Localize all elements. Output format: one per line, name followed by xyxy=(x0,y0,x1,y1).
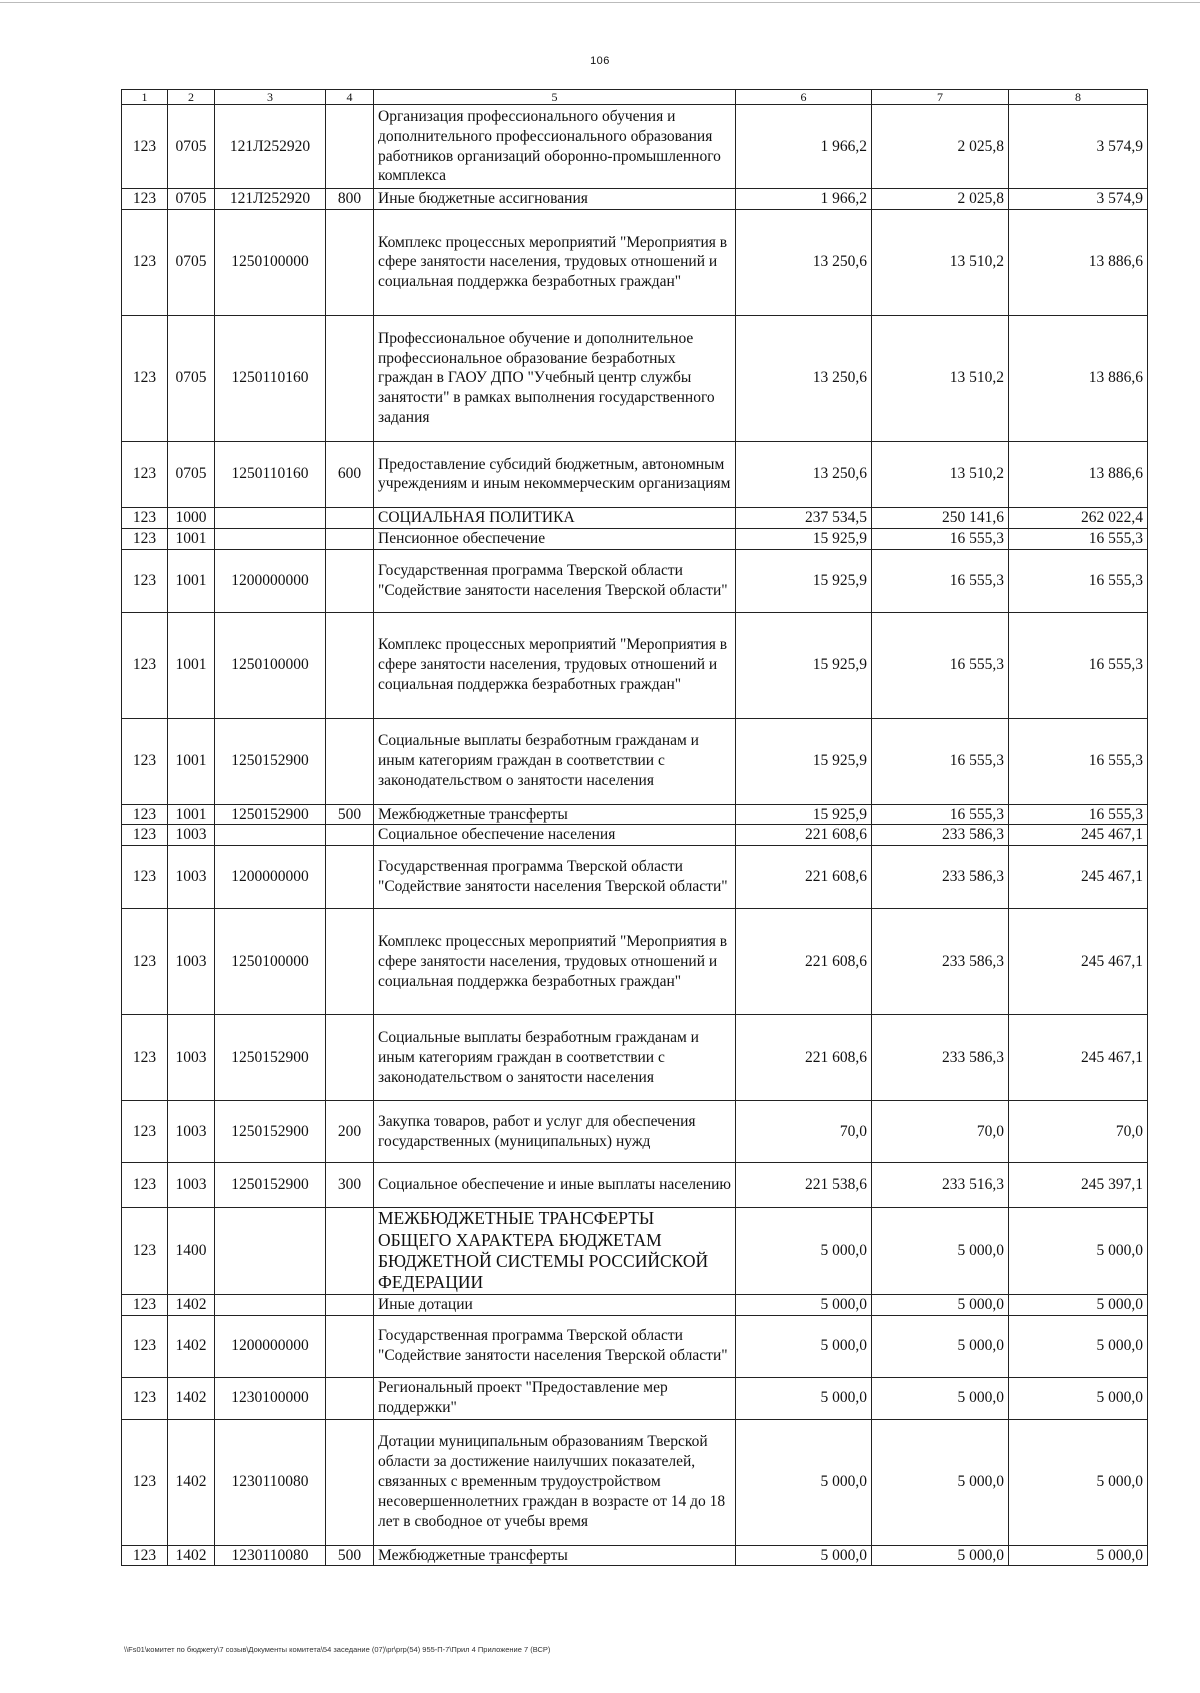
section-code-cell: 1402 xyxy=(168,1377,215,1419)
table-row xyxy=(122,1015,1148,1101)
admin-code-cell: 123 xyxy=(122,1163,168,1208)
admin-code-cell: 123 xyxy=(122,209,168,315)
target-article-cell: 1200000000 xyxy=(215,846,326,909)
table-row xyxy=(122,1208,1148,1294)
amount-year3-cell: 16 555,3 xyxy=(1009,549,1148,612)
admin-code-cell: 123 xyxy=(122,1315,168,1377)
table-row xyxy=(122,846,1148,909)
section-code-cell: 1001 xyxy=(168,549,215,612)
amount-year2-cell: 16 555,3 xyxy=(872,612,1009,718)
column-header: 8 xyxy=(1009,90,1148,105)
admin-code-cell: 123 xyxy=(122,528,168,549)
amount-year1-cell: 13 250,6 xyxy=(736,209,872,315)
target-article-cell xyxy=(215,1208,326,1294)
amount-year1-cell: 15 925,9 xyxy=(736,718,872,804)
description-cell: Государственная программа Тверской области "Содействие занятости населения Тверской области" xyxy=(374,549,736,612)
section-code-cell: 1000 xyxy=(168,507,215,528)
description-cell: Государственная программа Тверской области "Содействие занятости населения Тверской области" xyxy=(374,846,736,909)
amount-year1-cell: 221 608,6 xyxy=(736,846,872,909)
amount-year3-cell: 16 555,3 xyxy=(1009,528,1148,549)
expense-type-cell xyxy=(326,1208,374,1294)
amount-year1-cell: 5 000,0 xyxy=(736,1419,872,1545)
target-article-cell: 121Л252920 xyxy=(215,189,326,210)
table-row xyxy=(122,1419,1148,1545)
amount-year3-cell: 5 000,0 xyxy=(1009,1545,1148,1566)
target-article-cell: 1250100000 xyxy=(215,612,326,718)
expense-type-cell xyxy=(326,1419,374,1545)
expense-type-cell xyxy=(326,1377,374,1419)
table-row xyxy=(122,209,1148,315)
description-cell: Иные бюджетные ассигнования xyxy=(374,189,736,210)
amount-year1-cell: 13 250,6 xyxy=(736,441,872,507)
table-row xyxy=(122,441,1148,507)
description-cell: Профессиональное обучение и дополнительное профессиональное образование безработных граждан в ГАОУ ДПО "Учебный центр службы занятости" в рамках выполнения государственного задания xyxy=(374,315,736,441)
amount-year3-cell: 70,0 xyxy=(1009,1101,1148,1163)
admin-code-cell: 123 xyxy=(122,846,168,909)
amount-year2-cell: 16 555,3 xyxy=(872,528,1009,549)
admin-code-cell: 123 xyxy=(122,1294,168,1315)
expense-type-cell xyxy=(326,909,374,1015)
section-code-cell: 0705 xyxy=(168,189,215,210)
section-code-cell: 1402 xyxy=(168,1315,215,1377)
amount-year2-cell: 233 586,3 xyxy=(872,825,1009,846)
target-article-cell xyxy=(215,507,326,528)
amount-year3-cell: 3 574,9 xyxy=(1009,105,1148,189)
target-article-cell: 1200000000 xyxy=(215,549,326,612)
amount-year2-cell: 16 555,3 xyxy=(872,718,1009,804)
expense-type-cell xyxy=(326,315,374,441)
amount-year1-cell: 15 925,9 xyxy=(736,528,872,549)
table-row xyxy=(122,1545,1148,1566)
table-row xyxy=(122,825,1148,846)
section-code-cell: 1400 xyxy=(168,1208,215,1294)
description-cell: Социальные выплаты безработным гражданам и иным категориям граждан в соответствии с законодательством о занятости населения xyxy=(374,718,736,804)
column-header: 7 xyxy=(872,90,1009,105)
amount-year1-cell: 1 966,2 xyxy=(736,105,872,189)
description-cell: Межбюджетные трансферты xyxy=(374,1545,736,1566)
header-row xyxy=(122,90,1148,105)
description-cell: МЕЖБЮДЖЕТНЫЕ ТРАНСФЕРТЫ ОБЩЕГО ХАРАКТЕРА БЮДЖЕТАМ БЮДЖЕТНОЙ СИСТЕМЫ РОССИЙСКОЙ ФЕДЕРАЦИИ xyxy=(374,1208,736,1294)
description-cell: Комплекс процессных мероприятий "Мероприятия в сфере занятости населения, трудовых отношений и социальная поддержка безработных граждан" xyxy=(374,209,736,315)
table-row xyxy=(122,1294,1148,1315)
table-row xyxy=(122,315,1148,441)
amount-year1-cell: 221 608,6 xyxy=(736,909,872,1015)
amount-year2-cell: 70,0 xyxy=(872,1101,1009,1163)
column-header: 3 xyxy=(215,90,326,105)
admin-code-cell: 123 xyxy=(122,825,168,846)
expense-type-cell xyxy=(326,528,374,549)
amount-year2-cell: 233 586,3 xyxy=(872,1015,1009,1101)
admin-code-cell: 123 xyxy=(122,909,168,1015)
description-cell: Предоставление субсидий бюджетным, автономным учреждениям и иным некоммерческим организациям xyxy=(374,441,736,507)
column-header: 6 xyxy=(736,90,872,105)
description-cell: Дотации муниципальным образованиям Тверской области за достижение наилучших показателей, связанных с временным трудоустройством несовершеннолетних граждан в возрасте от 14 до 18 лет в свободное от учебы время xyxy=(374,1419,736,1545)
admin-code-cell: 123 xyxy=(122,441,168,507)
admin-code-cell: 123 xyxy=(122,1015,168,1101)
expense-type-cell xyxy=(326,1294,374,1315)
expense-type-cell xyxy=(326,846,374,909)
table-row xyxy=(122,1315,1148,1377)
amount-year3-cell: 16 555,3 xyxy=(1009,612,1148,718)
description-cell: Государственная программа Тверской области "Содействие занятости населения Тверской области" xyxy=(374,1315,736,1377)
section-code-cell: 1003 xyxy=(168,1015,215,1101)
expense-type-cell xyxy=(326,549,374,612)
amount-year2-cell: 5 000,0 xyxy=(872,1419,1009,1545)
column-header: 2 xyxy=(168,90,215,105)
table-row xyxy=(122,189,1148,210)
amount-year3-cell: 245 397,1 xyxy=(1009,1163,1148,1208)
target-article-cell xyxy=(215,825,326,846)
target-article-cell: 1250152900 xyxy=(215,1163,326,1208)
expense-type-cell xyxy=(326,105,374,189)
amount-year3-cell: 5 000,0 xyxy=(1009,1377,1148,1419)
description-cell: Социальное обеспечение и иные выплаты населению xyxy=(374,1163,736,1208)
amount-year1-cell: 221 608,6 xyxy=(736,1015,872,1101)
table-row xyxy=(122,528,1148,549)
section-code-cell: 0705 xyxy=(168,105,215,189)
section-code-cell: 1402 xyxy=(168,1294,215,1315)
expense-type-cell xyxy=(326,718,374,804)
amount-year3-cell: 245 467,1 xyxy=(1009,825,1148,846)
table-row xyxy=(122,507,1148,528)
admin-code-cell: 123 xyxy=(122,507,168,528)
target-article-cell xyxy=(215,528,326,549)
expense-type-cell: 200 xyxy=(326,1101,374,1163)
admin-code-cell: 123 xyxy=(122,612,168,718)
admin-code-cell: 123 xyxy=(122,804,168,825)
table-body xyxy=(122,105,1148,1566)
description-cell: Социальные выплаты безработным гражданам и иным категориям граждан в соответствии с законодательством о занятости населения xyxy=(374,1015,736,1101)
target-article-cell: 1250152900 xyxy=(215,1015,326,1101)
budget-table xyxy=(121,89,1148,1566)
target-article-cell: 1250110160 xyxy=(215,315,326,441)
description-cell: СОЦИАЛЬНАЯ ПОЛИТИКА xyxy=(374,507,736,528)
amount-year2-cell: 5 000,0 xyxy=(872,1208,1009,1294)
section-code-cell: 1402 xyxy=(168,1545,215,1566)
expense-type-cell xyxy=(326,507,374,528)
section-code-cell: 1001 xyxy=(168,804,215,825)
admin-code-cell: 123 xyxy=(122,1419,168,1545)
section-code-cell: 1003 xyxy=(168,1163,215,1208)
description-cell: Пенсионное обеспечение xyxy=(374,528,736,549)
admin-code-cell: 123 xyxy=(122,1545,168,1566)
amount-year2-cell: 16 555,3 xyxy=(872,804,1009,825)
column-header: 4 xyxy=(326,90,374,105)
amount-year2-cell: 233 516,3 xyxy=(872,1163,1009,1208)
amount-year3-cell: 16 555,3 xyxy=(1009,804,1148,825)
target-article-cell: 1250100000 xyxy=(215,909,326,1015)
column-header: 1 xyxy=(122,90,168,105)
amount-year1-cell: 5 000,0 xyxy=(736,1315,872,1377)
amount-year2-cell: 233 586,3 xyxy=(872,846,1009,909)
target-article-cell: 1250152900 xyxy=(215,804,326,825)
amount-year1-cell: 221 608,6 xyxy=(736,825,872,846)
amount-year2-cell: 250 141,6 xyxy=(872,507,1009,528)
amount-year2-cell: 233 586,3 xyxy=(872,909,1009,1015)
amount-year2-cell: 2 025,8 xyxy=(872,189,1009,210)
amount-year2-cell: 13 510,2 xyxy=(872,315,1009,441)
amount-year1-cell: 1 966,2 xyxy=(736,189,872,210)
section-code-cell: 1402 xyxy=(168,1419,215,1545)
amount-year3-cell: 245 467,1 xyxy=(1009,909,1148,1015)
expense-type-cell: 300 xyxy=(326,1163,374,1208)
expense-type-cell xyxy=(326,1015,374,1101)
amount-year1-cell: 15 925,9 xyxy=(736,549,872,612)
section-code-cell: 1003 xyxy=(168,846,215,909)
description-cell: Комплекс процессных мероприятий "Мероприятия в сфере занятости населения, трудовых отношений и социальная поддержка безработных граждан" xyxy=(374,909,736,1015)
target-article-cell: 1230110080 xyxy=(215,1419,326,1545)
table-row xyxy=(122,105,1148,189)
table-row xyxy=(122,549,1148,612)
file-path-footer: \\Fs01\комитет по бюджету\7 созыв\Документы комитета\54 заседание (07)\pr\prp(54) 955-П-7\Прил 4 Приложение 7 (ВСР) xyxy=(124,1645,551,1654)
expense-type-cell xyxy=(326,1315,374,1377)
section-code-cell: 1003 xyxy=(168,909,215,1015)
table-row xyxy=(122,1101,1148,1163)
amount-year3-cell: 5 000,0 xyxy=(1009,1208,1148,1294)
expense-type-cell: 500 xyxy=(326,1545,374,1566)
description-cell: Иные дотации xyxy=(374,1294,736,1315)
expense-type-cell xyxy=(326,825,374,846)
amount-year3-cell: 245 467,1 xyxy=(1009,1015,1148,1101)
amount-year3-cell: 5 000,0 xyxy=(1009,1294,1148,1315)
admin-code-cell: 123 xyxy=(122,315,168,441)
target-article-cell: 1200000000 xyxy=(215,1315,326,1377)
target-article-cell: 1230100000 xyxy=(215,1377,326,1419)
table-row xyxy=(122,1163,1148,1208)
target-article-cell: 1250152900 xyxy=(215,718,326,804)
amount-year3-cell: 245 467,1 xyxy=(1009,846,1148,909)
admin-code-cell: 123 xyxy=(122,1208,168,1294)
amount-year2-cell: 5 000,0 xyxy=(872,1377,1009,1419)
amount-year2-cell: 2 025,8 xyxy=(872,105,1009,189)
target-article-cell xyxy=(215,1294,326,1315)
table-row xyxy=(122,804,1148,825)
amount-year1-cell: 5 000,0 xyxy=(736,1545,872,1566)
amount-year1-cell: 15 925,9 xyxy=(736,804,872,825)
amount-year1-cell: 5 000,0 xyxy=(736,1208,872,1294)
amount-year2-cell: 13 510,2 xyxy=(872,209,1009,315)
section-code-cell: 1003 xyxy=(168,1101,215,1163)
amount-year2-cell: 5 000,0 xyxy=(872,1545,1009,1566)
admin-code-cell: 123 xyxy=(122,1101,168,1163)
admin-code-cell: 123 xyxy=(122,1377,168,1419)
amount-year2-cell: 5 000,0 xyxy=(872,1315,1009,1377)
section-code-cell: 1001 xyxy=(168,612,215,718)
amount-year3-cell: 262 022,4 xyxy=(1009,507,1148,528)
amount-year2-cell: 16 555,3 xyxy=(872,549,1009,612)
amount-year3-cell: 13 886,6 xyxy=(1009,315,1148,441)
amount-year1-cell: 237 534,5 xyxy=(736,507,872,528)
amount-year1-cell: 5 000,0 xyxy=(736,1294,872,1315)
description-cell: Социальное обеспечение населения xyxy=(374,825,736,846)
expense-type-cell: 800 xyxy=(326,189,374,210)
page-number: 106 xyxy=(590,55,610,67)
column-header: 5 xyxy=(374,90,736,105)
description-cell: Межбюджетные трансферты xyxy=(374,804,736,825)
amount-year1-cell: 70,0 xyxy=(736,1101,872,1163)
target-article-cell: 1230110080 xyxy=(215,1545,326,1566)
section-code-cell: 0705 xyxy=(168,441,215,507)
top-scan-rule xyxy=(0,2,1200,3)
table-row xyxy=(122,612,1148,718)
amount-year1-cell: 221 538,6 xyxy=(736,1163,872,1208)
description-cell: Организация профессионального обучения и дополнительного профессионального образования работников организаций оборонно-промышленного комплекса xyxy=(374,105,736,189)
expense-type-cell xyxy=(326,612,374,718)
section-code-cell: 1003 xyxy=(168,825,215,846)
section-code-cell: 1001 xyxy=(168,528,215,549)
amount-year3-cell: 16 555,3 xyxy=(1009,718,1148,804)
description-cell: Закупка товаров, работ и услуг для обеспечения государственных (муниципальных) нужд xyxy=(374,1101,736,1163)
section-code-cell: 0705 xyxy=(168,209,215,315)
description-cell: Региональный проект "Предоставление мер поддержки" xyxy=(374,1377,736,1419)
admin-code-cell: 123 xyxy=(122,718,168,804)
target-article-cell: 121Л252920 xyxy=(215,105,326,189)
section-code-cell: 0705 xyxy=(168,315,215,441)
admin-code-cell: 123 xyxy=(122,105,168,189)
admin-code-cell: 123 xyxy=(122,549,168,612)
table-row xyxy=(122,718,1148,804)
expense-type-cell: 500 xyxy=(326,804,374,825)
amount-year2-cell: 13 510,2 xyxy=(872,441,1009,507)
table-row xyxy=(122,1377,1148,1419)
amount-year3-cell: 5 000,0 xyxy=(1009,1315,1148,1377)
target-article-cell: 1250100000 xyxy=(215,209,326,315)
expense-type-cell xyxy=(326,209,374,315)
section-code-cell: 1001 xyxy=(168,718,215,804)
description-cell: Комплекс процессных мероприятий "Мероприятия в сфере занятости населения, трудовых отношений и социальная поддержка безработных граждан" xyxy=(374,612,736,718)
amount-year3-cell: 13 886,6 xyxy=(1009,441,1148,507)
admin-code-cell: 123 xyxy=(122,189,168,210)
amount-year3-cell: 3 574,9 xyxy=(1009,189,1148,210)
amount-year3-cell: 13 886,6 xyxy=(1009,209,1148,315)
amount-year1-cell: 13 250,6 xyxy=(736,315,872,441)
target-article-cell: 1250110160 xyxy=(215,441,326,507)
amount-year1-cell: 15 925,9 xyxy=(736,612,872,718)
amount-year1-cell: 5 000,0 xyxy=(736,1377,872,1419)
target-article-cell: 1250152900 xyxy=(215,1101,326,1163)
table-header xyxy=(122,90,1148,105)
amount-year2-cell: 5 000,0 xyxy=(872,1294,1009,1315)
table-row xyxy=(122,909,1148,1015)
expense-type-cell: 600 xyxy=(326,441,374,507)
amount-year3-cell: 5 000,0 xyxy=(1009,1419,1148,1545)
